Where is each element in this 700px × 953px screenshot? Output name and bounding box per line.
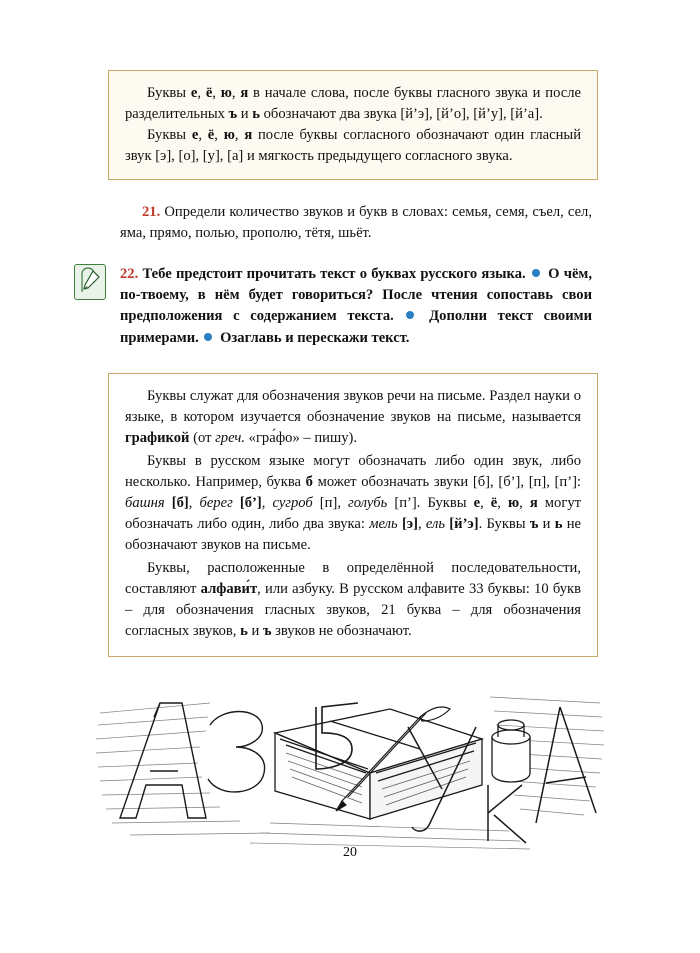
reading-text-box: [108, 373, 598, 657]
bullet-icon: [532, 269, 540, 277]
reading-paragraph-2: Буквы в русском языке могут обозначать либо один звук, либо несколько. Например, буква б может обозначать звуки [б], [б’], [п], [п’]: башня [б], берег [б’], сугроб [п], голубь [п’]. Буквы е, ё, ю, я могут обозначать либо один, либо два звука: мель [э], ель [й’э]. Буквы ъ и ь не обозначают звуков на письме.: [125, 453, 582, 554]
page-number: 20: [343, 845, 357, 860]
rule-paragraph-2: Буквы е, ё, ю, я после буквы согласного обозначают один гласный звук [э], [о], [у], [а] и мягкость предыдущего согласного звука.: [125, 127, 582, 165]
bullet-icon: [204, 333, 212, 341]
bullet-icon: [406, 311, 414, 319]
azbuka-illustration: [60, 673, 640, 863]
exercise-22-segment-1: Тебе предстоит прочитать текст о буквах русского языка.: [142, 265, 526, 282]
exercise-22-segment-2: О чём, по-твоему, в нём будет говориться? После чтения сопоставь свои предположения с содержанием текста.: [120, 265, 593, 325]
reading-paragraph-1: Буквы служат для обозначения звуков речи на письме. Раздел науки о языке, в котором изучается обозначение звуков на письме, называется графикой (от греч. «гра́фо» – пишу).: [125, 388, 581, 447]
rule-box: [108, 70, 598, 180]
exercise-21: [120, 202, 592, 244]
rule-paragraph-1: Буквы е, ё, ю, я в начале слова, после буквы гласного звука и после разделительных ъ и ь обозначают два звука [й’э], [й’о], [й’у], [й’а].: [125, 85, 581, 122]
exercise-22: [120, 264, 592, 349]
exercise-21-text: Определи количество звуков и букв в словах: семья, семя, съел, сел, яма, прямо, полью, прополю, тётя, шьёт.: [120, 203, 592, 241]
exercise-22-segment-4: Озаглавь и перескажи текст.: [220, 329, 410, 346]
exercise-21-number: 21.: [142, 203, 161, 220]
exercise-22-segment-3: Дополни текст своими примерами.: [120, 308, 592, 346]
exercise-22-number: 22.: [120, 265, 139, 282]
pen-icon: [74, 264, 106, 300]
reading-paragraph-3: Буквы, расположенные в определённой последовательности, составляют алфави́т, или азбуку. В русском алфавите 33 буквы: 10 букв – для обозначения гласных звуков, 21 буква – для обозначения согласных звуков, ь и ъ звуков не обозначают.: [125, 560, 582, 640]
